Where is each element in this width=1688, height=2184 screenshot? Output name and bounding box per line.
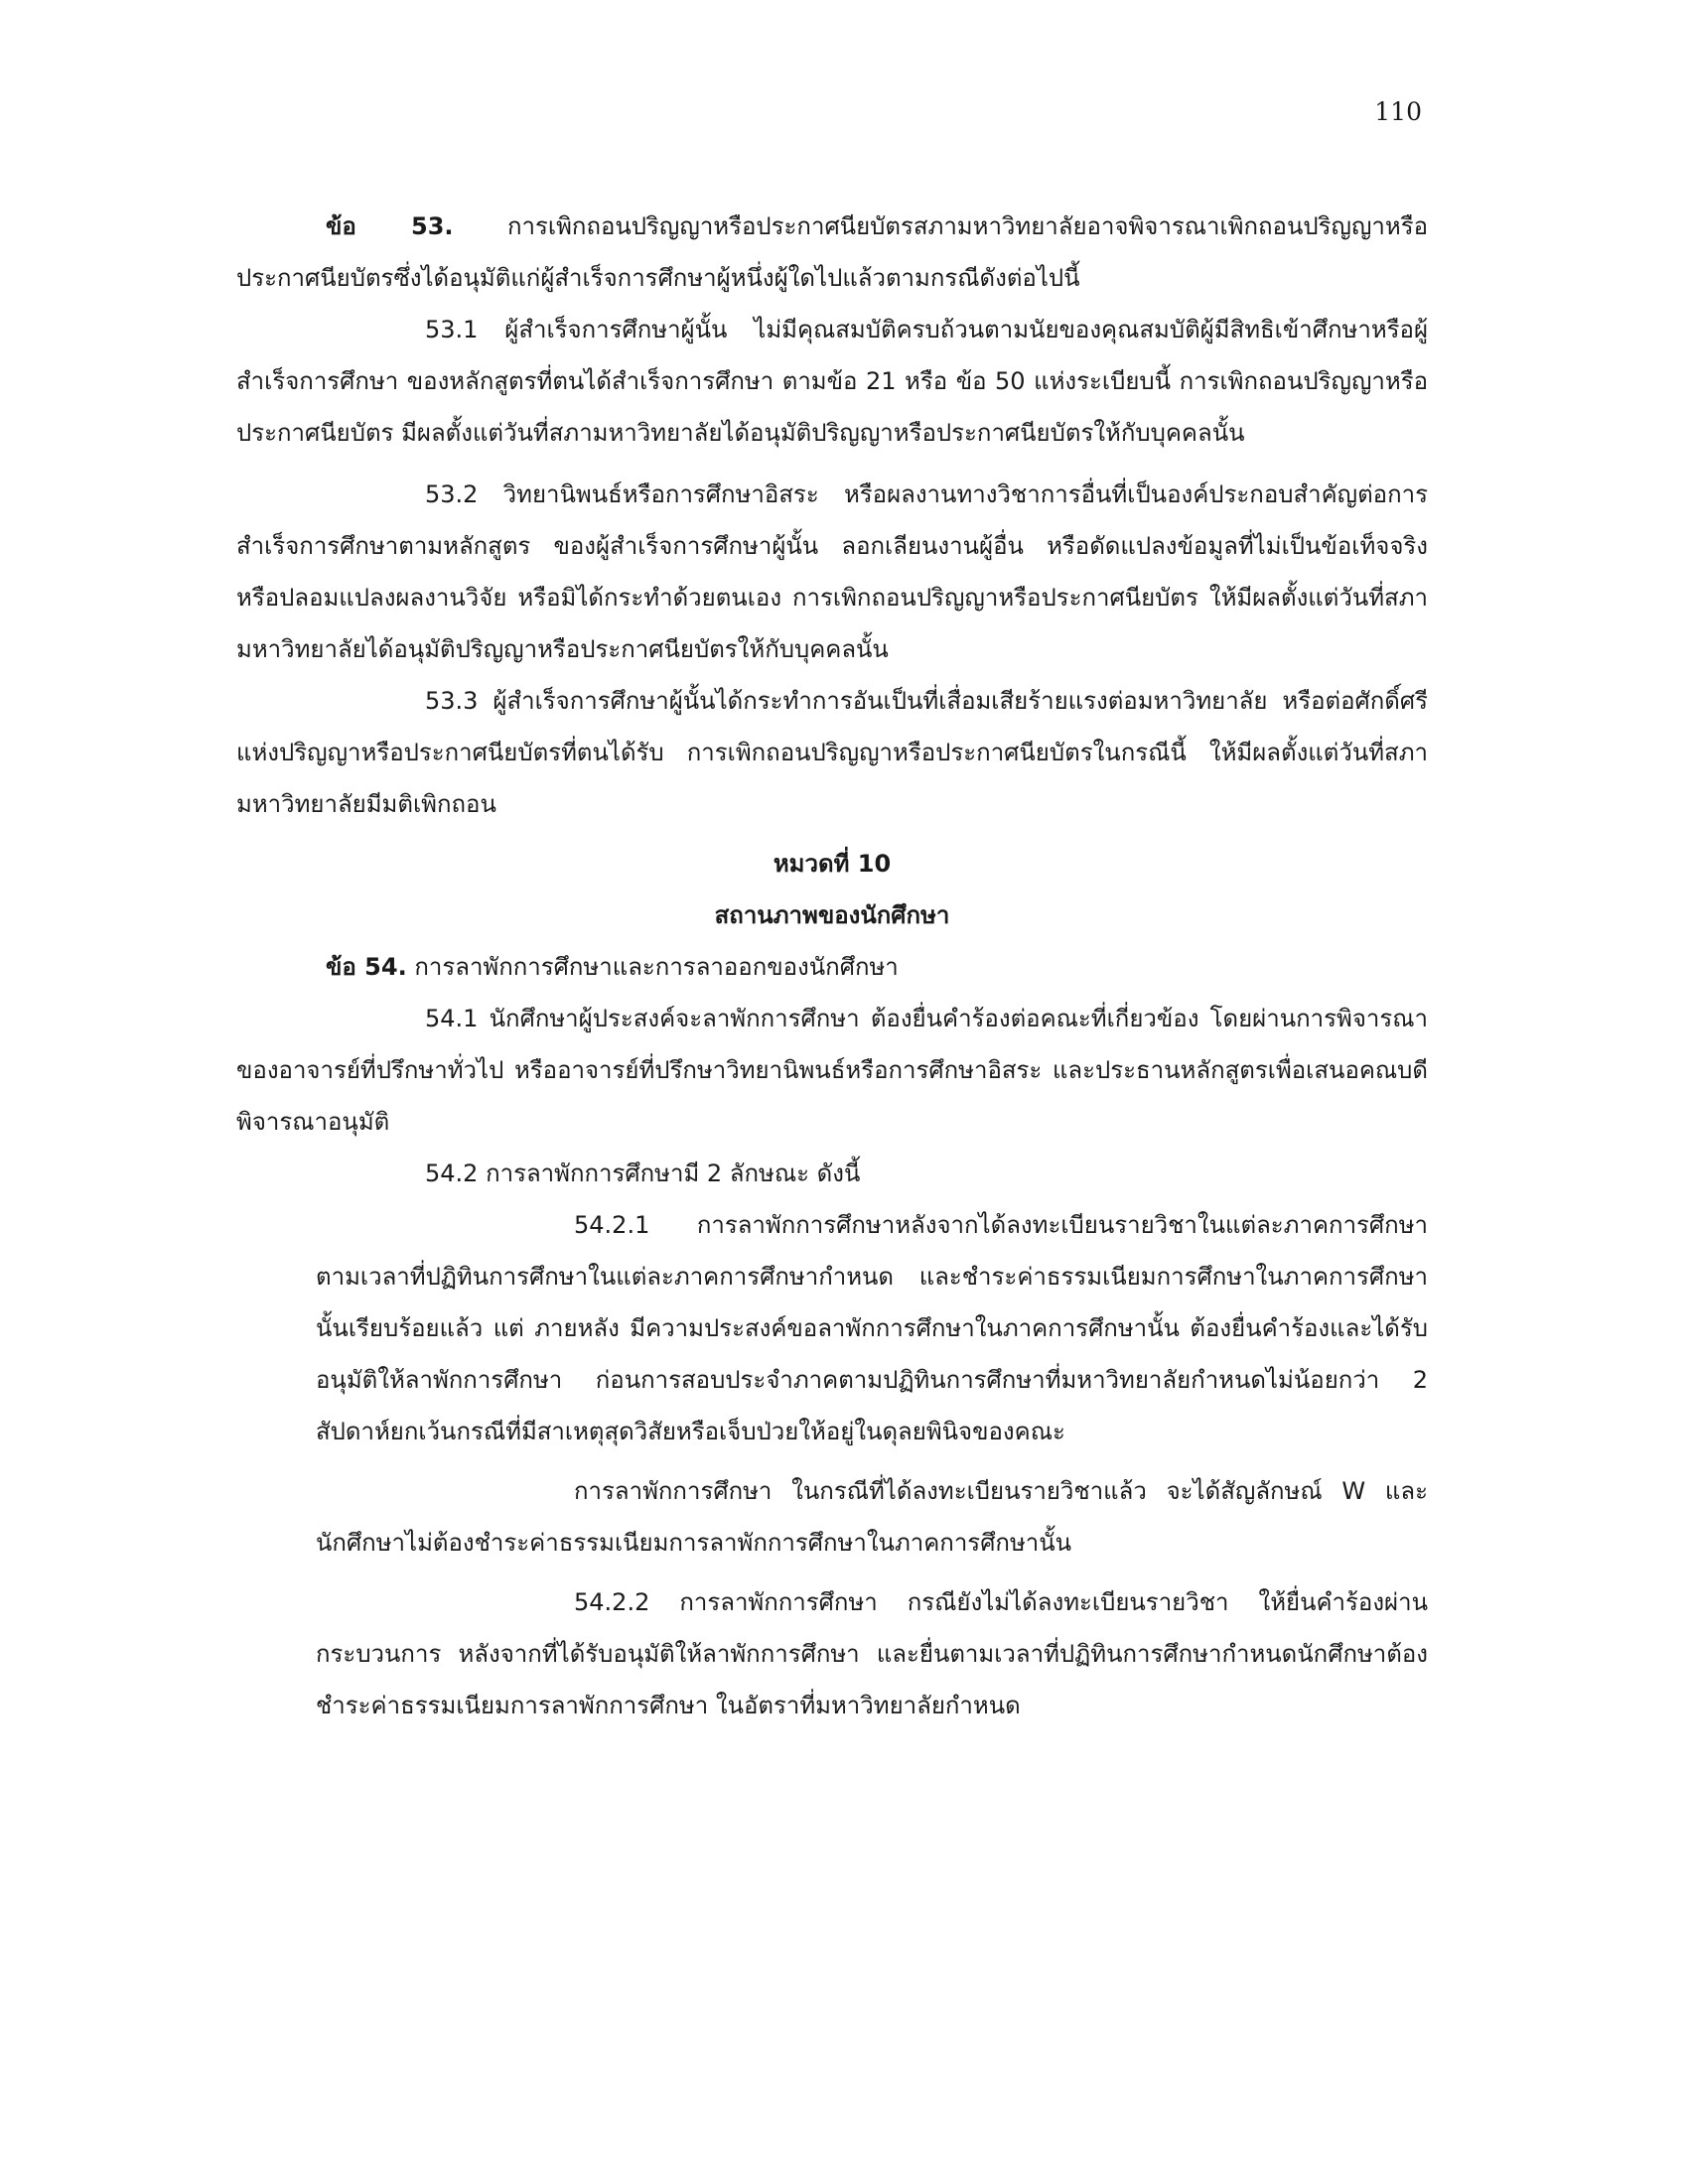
clause-53-1: 53.1 ผู้สำเร็จการศึกษาผู้นั้น ไม่มีคุณสมบัติครบถ้วนตามนัยของคุณสมบัติผู้มีสิทธิเข้าศึกษาหรือผู้สำเร็จการศึกษา ของหลักสูตรที่ตนได้สำเร็จการศึกษา ตามข้อ 21 หรือ ข้อ 50 แห่งระเบียบนี้ การเพิกถอนปริญญาหรือประกาศนียบัตร มีผลตั้งแต่วันที่สภามหาวิทยาลัยได้อนุมัติปริญญาหรือประกาศนียบัตรให้กับบุคคลนั้น xyxy=(236,316,1428,447)
clause-54-2-1-note: การลาพักการศึกษา ในกรณีที่ได้ลงทะเบียนรายวิชาแล้ว จะได้สัญลักษณ์ W และนักศึกษาไม่ต้องชำระค่าธรรมเนียมการลาพักการศึกษาในภาคการศึกษานั้น xyxy=(316,1477,1428,1557)
page-number: 110 xyxy=(1374,97,1422,126)
clause-54-2-2: 54.2.2 การลาพักการศึกษา กรณียังไม่ได้ลงทะเบียนรายวิชา ให้ยื่นคำร้องผ่านกระบวนการ หลังจากที่ได้รับอนุมัติให้ลาพักการศึกษา และยื่นตามเวลาที่ปฏิทินการศึกษากำหนดนักศึกษาต้องชำระค่าธรรมเนียมการลาพักการศึกษา ในอัตราที่มหาวิทยาลัยกำหนด xyxy=(316,1588,1428,1719)
clause-54-2-1: 54.2.1 การลาพักการศึกษาหลังจากได้ลงทะเบียนรายวิชาในแต่ละภาคการศึกษาตามเวลาที่ปฏิทินการศึกษาในแต่ละภาคการศึกษากำหนด และชำระค่าธรรมเนียมการศึกษาในภาคการศึกษานั้นเรียบร้อยแล้ว แต่ ภายหลัง มีความประสงค์ขอลาพักการศึกษาในภาคการศึกษานั้น ต้องยื่นคำร้องและได้รับอนุมัติให้ลาพักการศึกษา ก่อนการสอบประจำภาคตามปฏิทินการศึกษาที่มหาวิทยาลัยกำหนดไม่น้อยกว่า 2 สัปดาห์ยกเว้นกรณีที่มีสาเหตุสุดวิสัยหรือเจ็บป่วยให้อยู่ในดุลยพินิจของคณะ xyxy=(316,1211,1428,1445)
clause-53-intro xyxy=(236,201,1428,304)
clause-53-2: 53.2 วิทยานิพนธ์หรือการศึกษาอิสระ หรือผลงานทางวิชาการอื่นที่เป็นองค์ประกอบสำคัญต่อการสำเร็จการศึกษาตามหลักสูตร ของผู้สำเร็จการศึกษาผู้นั้น ลอกเลียนงานผู้อื่น หรือดัดแปลงข้อมูลที่ไม่เป็นข้อเท็จจริง หรือปลอมแปลงผลงานวิจัย หรือมิได้กระทำด้วยตนเอง การเพิกถอนปริญญาหรือประกาศนียบัตร ให้มีผลตั้งแต่วันที่สภามหาวิทยาลัยได้อนุมัติปริญญาหรือประกาศนียบัตรให้กับบุคคลนั้น xyxy=(236,480,1428,663)
clause-54-1: 54.1 นักศึกษาผู้ประสงค์จะลาพักการศึกษา ต้องยื่นคำร้องต่อคณะที่เกี่ยวข้อง โดยผ่านการพิจารณาของอาจารย์ที่ปรึกษาทั่วไป หรืออาจารย์ที่ปรึกษาวิทยานิพนธ์หรือการศึกษาอิสระ และประธานหลักสูตรเพื่อเสนอคณบดีพิจารณาอนุมัติ xyxy=(236,1005,1428,1136)
chapter-number: หมวดที่ 10 xyxy=(773,850,892,878)
clause-53-label: ข้อ 53. xyxy=(326,212,454,240)
clause-54-text: การลาพักการศึกษาและการลาออกของนักศึกษา xyxy=(406,953,899,981)
clause-54-intro xyxy=(236,941,1428,993)
clause-54-2: 54.2 การลาพักการศึกษามี 2 ลักษณะ ดังนี้ xyxy=(425,1160,861,1187)
clause-53-3: 53.3 ผู้สำเร็จการศึกษาผู้นั้นได้กระทำการอันเป็นที่เสื่อมเสียร้ายแรงต่อมหาวิทยาลัย หรือต่อศักดิ์ศรีแห่งปริญญาหรือประกาศนียบัตรที่ตนได้รับ การเพิกถอนปริญญาหรือประกาศนียบัตรในกรณีนี้ ให้มีผลตั้งแต่วันที่สภามหาวิทยาลัยมีมติเพิกถอน xyxy=(236,687,1428,818)
clause-53-text: การเพิกถอนปริญญาหรือประกาศนียบัตรสภามหาวิทยาลัยอาจพิจารณาเพิกถอนปริญญาหรือประกาศนียบัตรซึ่งได้อนุมัติแก่ผู้สำเร็จการศึกษาผู้หนึ่งผู้ใดไปแล้วตามกรณีดังต่อไปนี้ xyxy=(236,212,1428,292)
clause-54-label: ข้อ 54. xyxy=(326,953,407,981)
document-body xyxy=(236,201,1428,1731)
chapter-title: สถานภาพของนักศึกษา xyxy=(714,901,950,929)
